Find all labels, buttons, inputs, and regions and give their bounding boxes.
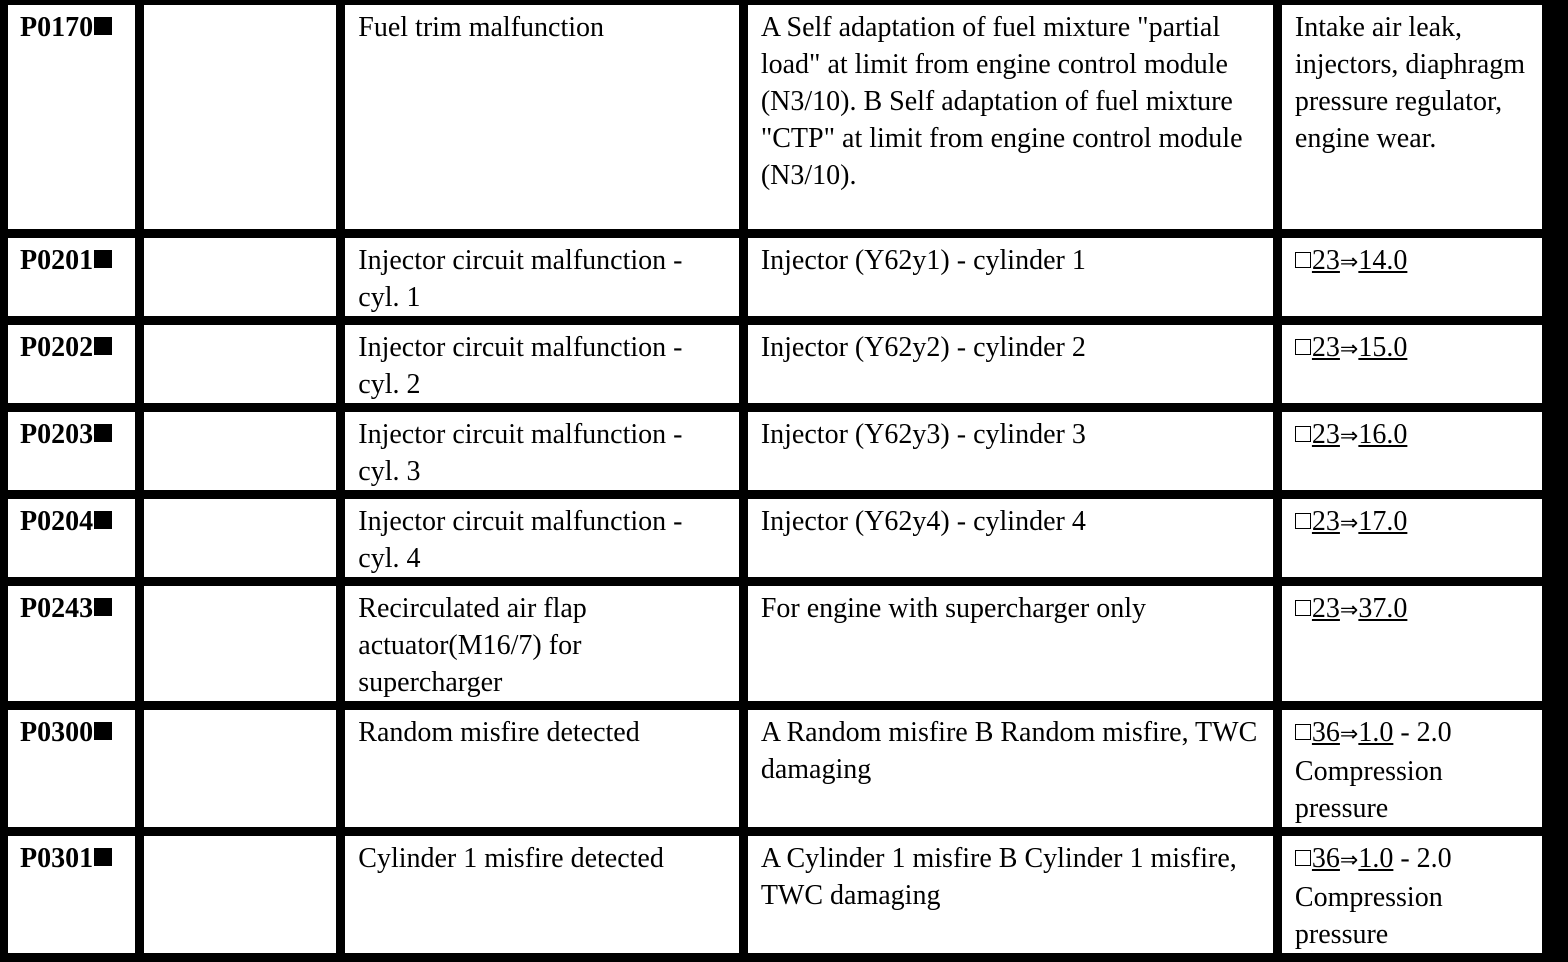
empty-cell xyxy=(144,325,337,403)
square-bullet-icon xyxy=(94,337,112,355)
empty-cell xyxy=(144,5,337,229)
reference-link[interactable]: 23 xyxy=(1311,593,1340,624)
reference-cell xyxy=(1282,238,1542,316)
dtc-code: P0301 xyxy=(20,843,94,874)
description-cell: Injector circuit malfunction - cyl. 4 xyxy=(345,499,739,577)
dtc-code: P0170 xyxy=(20,12,94,43)
description-cell: Fuel trim malfunction xyxy=(345,5,739,229)
checkbox-icon xyxy=(1295,513,1311,529)
condition-cell: Injector (Y62y2) - cylinder 2 xyxy=(748,325,1273,403)
reference-cell xyxy=(1282,499,1542,577)
dtc-code-cell xyxy=(8,325,135,403)
empty-cell xyxy=(144,586,337,701)
empty-cell xyxy=(144,499,337,577)
table-row xyxy=(8,586,1542,701)
reference-note: - 2.0 Compression pressure xyxy=(1294,843,1452,950)
reference-link[interactable]: 17.0 xyxy=(1358,506,1408,537)
reference-link[interactable]: 14.0 xyxy=(1358,245,1408,276)
checkbox-icon xyxy=(1295,339,1311,355)
reference-link[interactable]: 37.0 xyxy=(1358,593,1408,624)
reference-link[interactable]: 1.0 xyxy=(1358,717,1394,748)
checkbox-icon xyxy=(1295,600,1311,616)
checkbox-icon xyxy=(1295,426,1311,442)
double-arrow-icon: ⇒ xyxy=(1339,511,1359,536)
double-arrow-icon: ⇒ xyxy=(1339,250,1359,275)
dtc-code: P0300 xyxy=(20,717,94,748)
empty-cell xyxy=(144,710,337,827)
empty-cell xyxy=(144,412,337,490)
empty-cell xyxy=(144,836,337,953)
square-bullet-icon xyxy=(94,511,112,529)
square-bullet-icon xyxy=(94,250,112,268)
double-arrow-icon: ⇒ xyxy=(1339,424,1359,449)
reference-link[interactable]: 23 xyxy=(1311,245,1340,276)
dtc-code-cell xyxy=(8,710,135,827)
dtc-code: P0243 xyxy=(20,593,94,624)
reference-link[interactable]: 23 xyxy=(1311,506,1340,537)
table-row xyxy=(8,238,1542,316)
dtc-code-cell xyxy=(8,499,135,577)
condition-cell: Injector (Y62y1) - cylinder 1 xyxy=(748,238,1273,316)
dtc-code-cell xyxy=(8,412,135,490)
double-arrow-icon: ⇒ xyxy=(1339,722,1359,747)
description-cell: Injector circuit malfunction - cyl. 2 xyxy=(345,325,739,403)
description-cell: Injector circuit malfunction - cyl. 1 xyxy=(345,238,739,316)
description-cell: Recirculated air flap actuator(M16/7) for supercharger xyxy=(345,586,739,701)
description-cell: Injector circuit malfunction - cyl. 3 xyxy=(345,412,739,490)
dtc-code-cell xyxy=(8,238,135,316)
condition-cell: Injector (Y62y4) - cylinder 4 xyxy=(748,499,1273,577)
dtc-code-cell xyxy=(8,586,135,701)
square-bullet-icon xyxy=(94,722,112,740)
reference-cell xyxy=(1282,710,1542,827)
dtc-code: P0203 xyxy=(20,419,94,450)
double-arrow-icon: ⇒ xyxy=(1339,598,1359,623)
dtc-code-cell xyxy=(8,5,135,229)
table-row xyxy=(8,710,1542,827)
reference-link[interactable]: 36 xyxy=(1311,843,1340,874)
reference-cell xyxy=(1282,836,1542,953)
checkbox-icon xyxy=(1295,252,1311,268)
table-row xyxy=(8,836,1542,953)
condition-cell: For engine with supercharger only xyxy=(748,586,1273,701)
reference-link[interactable]: 36 xyxy=(1311,717,1340,748)
dtc-code: P0202 xyxy=(20,332,94,363)
square-bullet-icon xyxy=(94,848,112,866)
square-bullet-icon xyxy=(94,598,112,616)
table-row xyxy=(8,412,1542,490)
double-arrow-icon: ⇒ xyxy=(1339,848,1359,873)
reference-note: - 2.0 Compression pressure xyxy=(1294,717,1452,824)
condition-cell: A Self adaptation of fuel mixture "partial load" at limit from engine control module (N3/10). B Self adaptation of fuel mixture "CTP" at limit from engine control module (N3/10). xyxy=(748,5,1273,229)
reference-link[interactable]: 16.0 xyxy=(1358,419,1408,450)
remedy-cell: Intake air leak, injectors, diaphragm pressure regulator, engine wear. xyxy=(1282,5,1542,229)
reference-link[interactable]: 23 xyxy=(1311,419,1340,450)
description-cell: Random misfire detected xyxy=(345,710,739,827)
dtc-code: P0201 xyxy=(20,245,94,276)
table-row xyxy=(8,5,1542,229)
reference-link[interactable]: 1.0 xyxy=(1358,843,1394,874)
condition-cell: A Random misfire B Random misfire, TWC damaging xyxy=(748,710,1273,827)
square-bullet-icon xyxy=(94,424,112,442)
reference-cell xyxy=(1282,412,1542,490)
square-bullet-icon xyxy=(94,17,112,35)
dtc-code: P0204 xyxy=(20,506,94,537)
description-cell: Cylinder 1 misfire detected xyxy=(345,836,739,953)
empty-cell xyxy=(144,238,337,316)
condition-cell: A Cylinder 1 misfire B Cylinder 1 misfire, TWC damaging xyxy=(748,836,1273,953)
checkbox-icon xyxy=(1295,850,1311,866)
checkbox-icon xyxy=(1295,724,1311,740)
double-arrow-icon: ⇒ xyxy=(1339,337,1359,362)
dtc-code-cell xyxy=(8,836,135,953)
table-row xyxy=(8,499,1542,577)
condition-cell: Injector (Y62y3) - cylinder 3 xyxy=(748,412,1273,490)
reference-cell xyxy=(1282,325,1542,403)
table-row xyxy=(8,325,1542,403)
reference-cell xyxy=(1282,586,1542,701)
reference-link[interactable]: 23 xyxy=(1311,332,1340,363)
reference-link[interactable]: 15.0 xyxy=(1358,332,1408,363)
